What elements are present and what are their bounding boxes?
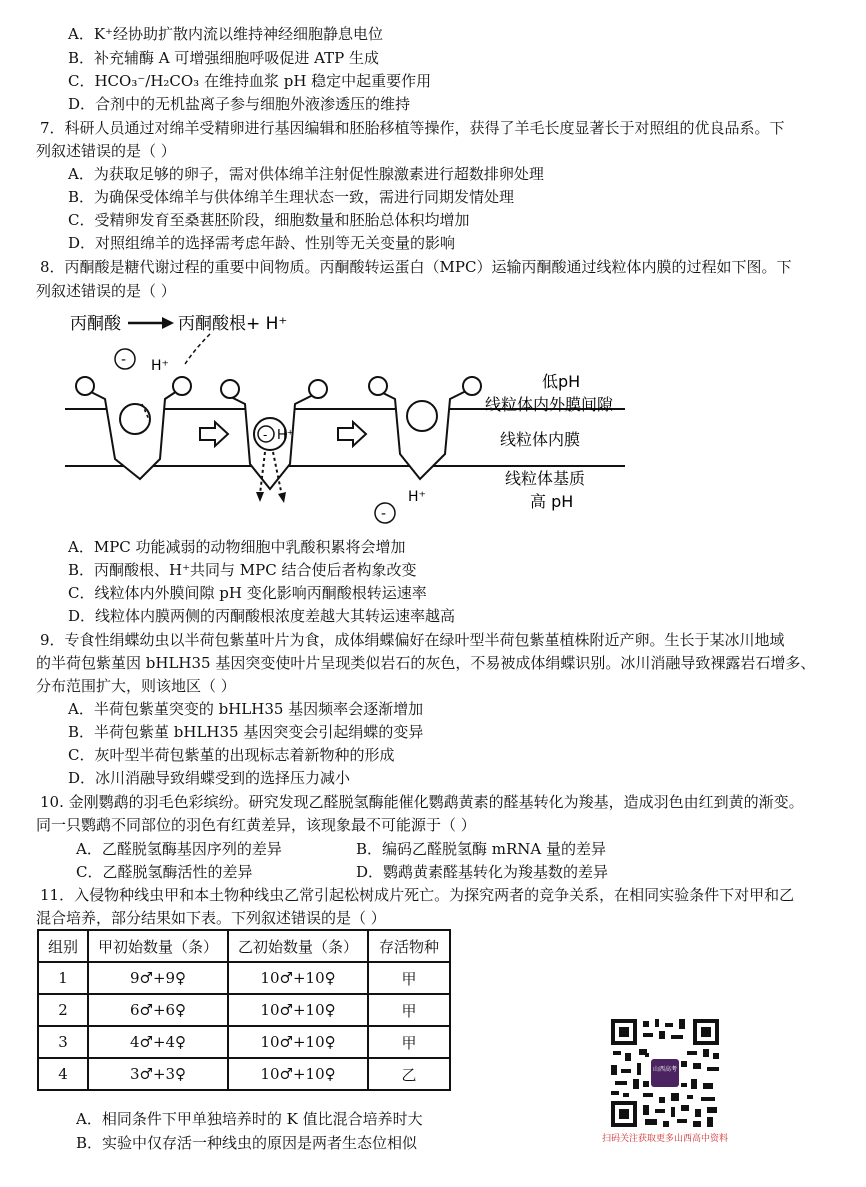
- cell-yi: 10♂+10♀: [228, 1026, 368, 1058]
- dashed-arrow-top: [185, 334, 210, 364]
- inner-membrane-label: 线粒体内膜: [500, 430, 581, 449]
- q11-option-a: A．相同条件下甲单独培养时的 K 值比混合培养时大: [76, 1110, 423, 1128]
- q6-option-d: D．合剂中的无机盐离子参与细胞外液渗透压的维持: [68, 95, 411, 113]
- qr-caption: 扫码关注获取更多山西高中资料: [602, 1134, 729, 1144]
- q9-option-c: C．灰叶型半荷包紫堇的出现标志着新物种的形成: [68, 746, 395, 764]
- q11-option-b: B．实验中仅存活一种线虫的原因是两者生态位相似: [76, 1134, 418, 1152]
- cell-survivor: 乙: [368, 1058, 450, 1090]
- q7-option-a: A．为获取足够的卵子，需对供体绵羊注射促性腺激素进行超数排卵处理: [68, 165, 544, 183]
- q9-stem-line3: 分布范围扩大，则该地区（ ）: [36, 677, 236, 695]
- cell-group: 3: [38, 1026, 88, 1058]
- header-yi-initial: 乙初始数量（条）: [228, 930, 368, 962]
- q9-option-d: D．冰川消融导致绢蝶受到的选择压力减小: [68, 769, 351, 787]
- q7-option-c: C．受精卵发育至桑葚胚阶段，细胞数量和胚胎总体积均增加: [68, 211, 470, 229]
- cell-group: 1: [38, 962, 88, 994]
- q6-option-c: C．HCO₃⁻/H₂CO₃ 在维持血浆 pH 稳定中起重要作用: [68, 72, 432, 90]
- cell-survivor: 甲: [368, 994, 450, 1026]
- q10-option-b: B．编码乙醛脱氢酶 mRNA 量的差异: [356, 840, 607, 858]
- q8-option-c: C．线粒体内外膜间隙 pH 变化影响丙酮酸根转运速率: [68, 584, 427, 602]
- q10-option-c: C．乙醛脱氢酶活性的差异: [76, 863, 253, 881]
- table-header-row: [38, 930, 450, 962]
- cell-yi: 10♂+10♀: [228, 962, 368, 994]
- hplus-matrix-label: H⁺: [408, 489, 426, 505]
- hplus-bound-label: H⁺: [277, 428, 294, 443]
- q7-option-d: D．对照组绵羊的选择需考虑年龄、性别等无关变量的影响: [68, 234, 456, 252]
- q8-option-a: A．MPC 功能减弱的动物细胞中乳酸积累将会增加: [68, 538, 406, 556]
- q10-option-a: A．乙醛脱氢酶基因序列的差异: [76, 840, 282, 858]
- q9-option-b: B．半荷包紫堇 bHLH35 基因突变会引起绢蝶的变异: [68, 723, 424, 741]
- q11-stem-line1: 11．入侵物种线虫甲和本土物种线虫乙常引起松树成片死亡。为探究两者的竞争关系，在相同实验条件下对甲和乙: [40, 886, 795, 904]
- table-row: [38, 962, 450, 994]
- q8-option-b: B．丙酮酸根、H⁺共同与 MPC 结合使后者构象改变: [68, 561, 417, 579]
- mpc-transporter-3: [369, 377, 481, 479]
- mpc-transport-diagram: [60, 304, 650, 530]
- q9-stem-line1: 9．专食性绢蝶幼虫以半荷包紫堇叶片为食，成体绢蝶偏好在绿叶型半荷包紫堇植株附近产卵。生长于某冰川地域: [40, 631, 785, 649]
- svg-text:-: -: [263, 428, 268, 442]
- intermembrane-space-label: 线粒体内外膜间隙: [485, 395, 614, 414]
- pyruvate-label: 丙酮酸根+ H⁺: [178, 314, 288, 334]
- table-row: [38, 1026, 450, 1058]
- cell-jia: 3♂+3♀: [88, 1058, 228, 1090]
- cell-jia: 6♂+6♀: [88, 994, 228, 1026]
- minus-sign-top: -: [121, 352, 127, 368]
- cell-jia: 9♂+9♀: [88, 962, 228, 994]
- cell-yi: 10♂+10♀: [228, 1058, 368, 1090]
- high-ph-label: 高 pH: [530, 492, 574, 511]
- matrix-label: 线粒体基质: [505, 469, 586, 488]
- table-row: [38, 994, 450, 1026]
- transition-arrow-1: [200, 422, 228, 446]
- q9-option-a: A．半荷包紫堇突变的 bHLH35 基因频率会逐渐增加: [68, 700, 424, 718]
- hplus-top-label: H⁺: [151, 358, 169, 374]
- cell-survivor: 甲: [368, 962, 450, 994]
- header-surviving-species: 存活物种: [368, 930, 450, 962]
- q7-option-b: B．为确保受体绵羊与供体绵羊生理状态一致，需进行同期发情处理: [68, 188, 515, 206]
- q6-option-a: A．K⁺经协助扩散内流以维持神经细胞静息电位: [68, 25, 383, 43]
- q8-stem-line1: 8．丙酮酸是糖代谢过程的重要中间物质。丙酮酸转运蛋白（MPC）运输丙酮酸通过线粒体内膜的过程如下图。下: [40, 258, 792, 276]
- header-group: 组别: [38, 930, 88, 962]
- q11-stem-line2: 混合培养，部分结果如下表。下列叙述错误的是（ ）: [36, 909, 386, 927]
- q8-stem-line2: 列叙述错误的是（ ）: [36, 282, 176, 300]
- pyruvic-acid-label: 丙酮酸: [70, 314, 121, 334]
- q10-stem-line2: 同一只鹦鹉不同部位的羽色有红黄差异，该现象最不可能源于（ ）: [36, 816, 476, 834]
- qr-center-label: 山西高考: [652, 1066, 678, 1073]
- cell-yi: 10♂+10♀: [228, 994, 368, 1026]
- q7-stem-line2: 列叙述错误的是（ ）: [36, 142, 176, 160]
- q7-stem-line1: 7．科研人员通过对绵羊受精卵进行基因编辑和胚胎移植等操作，获得了羊毛长度显著长于对照组的优良品系。下: [40, 119, 785, 137]
- qr-code-icon[interactable]: [609, 1017, 721, 1129]
- mpc-transporter-2: [221, 380, 327, 503]
- cell-group: 2: [38, 994, 88, 1026]
- reaction-arrow-head: [162, 317, 174, 329]
- low-ph-label: 低pH: [542, 372, 581, 391]
- cell-group: 4: [38, 1058, 88, 1090]
- q8-option-d: D．线粒体内膜两侧的丙酮酸根浓度差越大其转运速率越高: [68, 607, 456, 625]
- q11-results-table: [37, 929, 451, 1091]
- table-row: [38, 1058, 450, 1090]
- minus-sign-matrix: -: [381, 506, 387, 522]
- transition-arrow-2: [338, 422, 366, 446]
- mpc-transporter-1: [76, 377, 191, 479]
- cell-survivor: 甲: [368, 1026, 450, 1058]
- qr-center-logo: [651, 1059, 679, 1087]
- q10-stem-line1: 10. 金刚鹦鹉的羽毛色彩缤纷。研究发现乙醛脱氢酶能催化鹦鹉黄素的醛基转化为羧基，造成羽色由红到黄的渐变。: [40, 793, 804, 811]
- q6-option-b: B．补充辅酶 A 可增强细胞呼吸促进 ATP 生成: [68, 49, 380, 67]
- header-jia-initial: 甲初始数量（条）: [88, 930, 228, 962]
- q9-stem-line2: 的半荷包紫堇因 bHLH35 基因突变使叶片呈现类似岩石的灰色，不易被成体绢蝶识别。冰川消融导致裸露岩石增多、: [36, 654, 816, 672]
- q10-option-d: D．鹦鹉黄素醛基转化为羧基数的差异: [356, 863, 609, 881]
- cell-jia: 4♂+4♀: [88, 1026, 228, 1058]
